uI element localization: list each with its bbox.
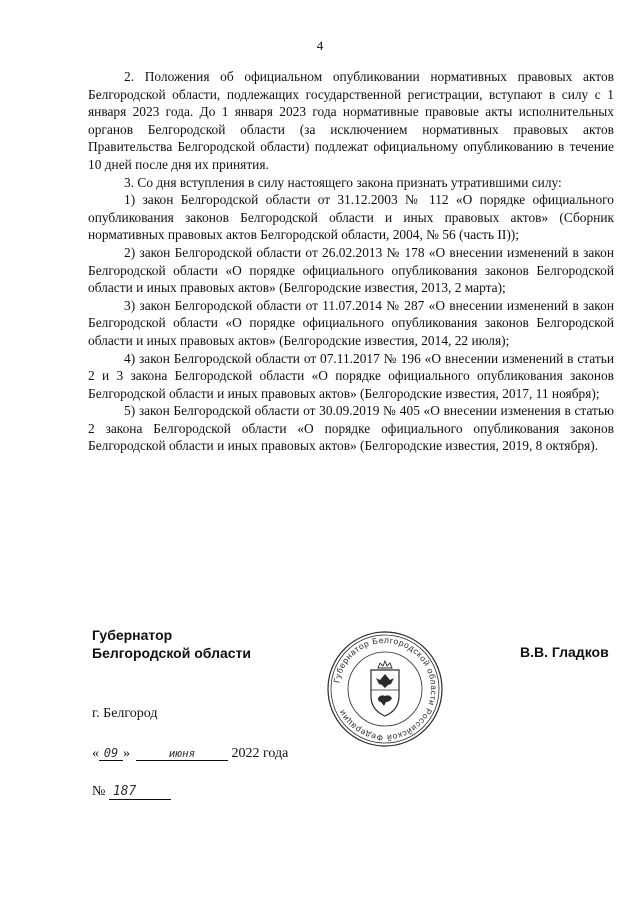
seal-text: Губернатор Белгородской области Российской Федерации — [331, 634, 440, 744]
place-of-signing: г. Белгород — [92, 706, 158, 721]
official-seal-icon — [326, 630, 444, 748]
signatory-title-line2: Белгородской области — [92, 645, 251, 661]
law-number-prefix: № — [92, 784, 106, 799]
signatory-name: В.В. Гладков — [520, 644, 609, 660]
signatory-title-line1: Губернатор — [92, 627, 173, 643]
repealed-law-4: 4) закон Белгородской области от 07.11.2017 № 196 «О внесении изменений в статьи 2 и 3 закона Белгородской области «О порядке официального опубликования законов Белгородской области и иных правовых актов» (Белгородские известия, 2017, 11 ноября); — [88, 350, 614, 401]
repealed-law-5: 5) закон Белгородской области от 30.09.2019 № 405 «О внесении изменения в статью 2 закона Белгородской области «О порядке официального опубликования законов Белгородской области и иных правовых актов» (Белгородские известия, 2019, 8 октября). — [88, 403, 614, 454]
repealed-law-3: 3) закон Белгородской области от 11.07.2014 № 287 «О внесении изменений в закон Белгородской области «О порядке официального опубликования законов Белгородской области и иных правовых актов» (Белгородские известия, 2014, 22 июля); — [88, 297, 614, 348]
date-close-quote: » — [123, 746, 130, 761]
document-body — [88, 68, 614, 455]
law-number — [92, 784, 171, 800]
page-number: 4 — [316, 38, 324, 53]
signing-date — [92, 746, 288, 762]
paragraph-3: 3. Со дня вступления в силу настоящего закона признать утратившими силу: — [124, 174, 562, 190]
date-month: июня — [136, 747, 228, 761]
signatory-title — [92, 626, 251, 662]
law-number-value: 187 — [109, 784, 171, 800]
date-day: 09 — [99, 746, 123, 761]
svg-text:Губернатор Белгородской област — [331, 635, 439, 743]
repealed-law-2: 2) закон Белгородской области от 26.02.2013 № 178 «О внесении изменений в закон Белгородской области «О порядке официального опубликования законов Белгородской области и иных правовых актов» (Белгородские известия, 2013, 2 марта); — [88, 244, 614, 296]
paragraph-2: 2. Положения об официальном опубликовании нормативных правовых актов Белгородской области, подлежащих государственной регистрации, вступают в силу с 1 января 2023 года. До 1 января 2023 года нормативные правовые акты исполнительных органов Белгородской области (за исключением нормативных правовых актов Правительства Белгородской области) подлежат официальному опубликованию в течение 10 дней после дня их принятия. — [88, 69, 614, 172]
date-year: 2022 года — [231, 746, 289, 761]
repealed-law-1: 1) закон Белгородской области от 31.12.2003 № 112 «О порядке официального опубликования законов Белгородской области и иных правовых актов» (Сборник нормативных правовых актов Белгородской области, 2004, № 56 (часть II)); — [88, 192, 614, 243]
date-open-quote: « — [92, 746, 99, 761]
